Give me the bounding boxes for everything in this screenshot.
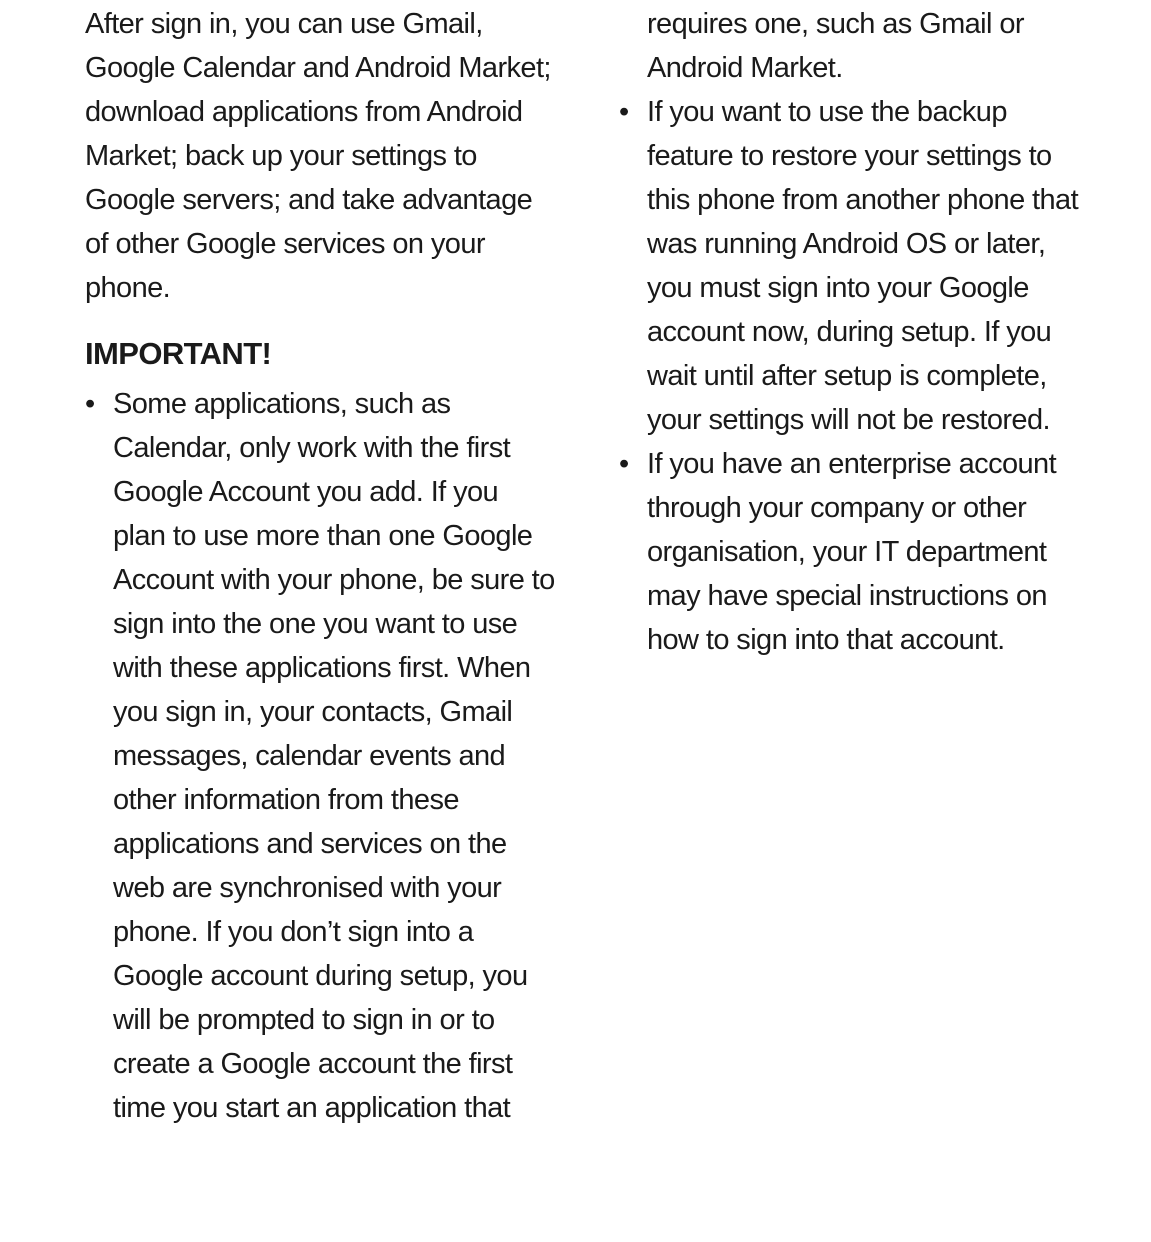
left-column bbox=[85, 2, 557, 1130]
two-column-layout bbox=[85, 2, 1151, 1130]
bullet-text-backup: If you want to use the backup feature to restore your settings to this phone from another phone that was running Android OS or later, you must sign into your Google account now, during setup. If you wait until after setup is complete, your settings will not be restored. bbox=[647, 96, 1079, 436]
bullet-text-enterprise: If you have an enterprise account through your company or other organisation, your IT department may have special instructions on how to sign into that account. bbox=[647, 448, 1057, 656]
bullet-text-applications-continued: requires one, such as Gmail or Android Market. bbox=[647, 8, 1024, 84]
bullet-marker: • bbox=[619, 96, 629, 128]
intro-paragraph: After sign in, you can use Gmail, Google Calendar and Android Market; download applications from Android Market; back up your settings to Google servers; and take advantage of other Google services on your phone. bbox=[85, 8, 551, 304]
bullet-text-applications: Some applications, such as Calendar, only work with the first Google Account you add. If you plan to use more than one Google Account with your phone, be sure to sign into the one you want to use with these applications first. When you sign in, your contacts, Gmail messages, calendar events and other information from these applications and services on the web are synchronised with your phone. If you don’t sign into a Google account during setup, you will be prompted to sign in or to create a Google account the first time you start an application that bbox=[113, 388, 555, 1124]
important-heading: IMPORTANT! bbox=[85, 336, 272, 371]
bullet-item bbox=[85, 382, 557, 1130]
bullet-item bbox=[619, 442, 1091, 662]
bullet-marker: • bbox=[619, 448, 629, 480]
bullet-marker: • bbox=[85, 388, 95, 420]
right-column bbox=[619, 2, 1091, 1130]
bullet-continuation bbox=[619, 2, 1091, 90]
bullet-item bbox=[619, 90, 1091, 442]
